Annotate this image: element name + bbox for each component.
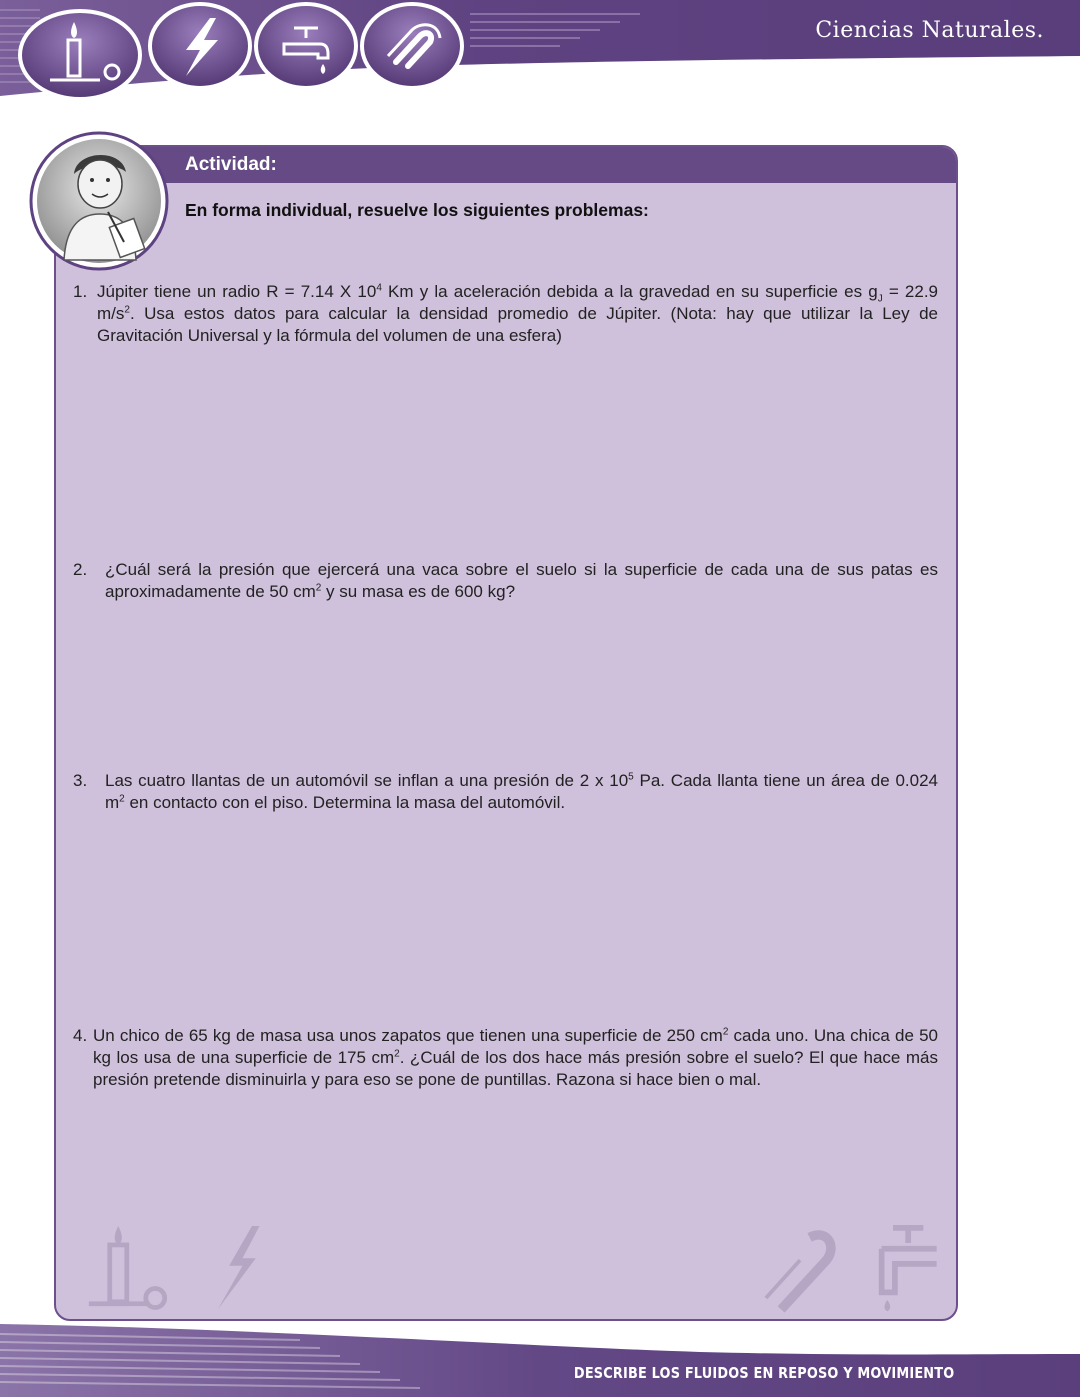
page-footer-band	[0, 1320, 1080, 1397]
magnet-watermark-icon	[766, 1235, 831, 1309]
problem-text	[73, 559, 938, 603]
exponent: 2	[722, 1026, 729, 1038]
problem-number: 2.	[73, 560, 88, 579]
problem-1	[73, 281, 938, 347]
candle-icon	[20, 11, 140, 99]
exponent: 2	[315, 582, 322, 594]
faucet-icon	[256, 4, 356, 88]
problem-text-part: Las cuatro llantas de un automóvil se inflan a una presión de 2 x 10	[105, 771, 629, 790]
problem-4	[73, 1025, 938, 1091]
problem-text	[73, 281, 938, 347]
problem-text-part: y su masa es de 600 kg?	[321, 582, 516, 601]
exponent: 5	[628, 771, 634, 783]
problem-number: 4.	[73, 1026, 88, 1045]
problem-text-part: . Usa estos datos para calcular la densidad promedio de Júpiter. (Nota: hay que utilizar la Ley de Gravitación Universal y la fórmula del volumen de una esfera)	[97, 304, 938, 345]
header-icon-row	[0, 0, 480, 100]
subscript: J	[877, 293, 883, 305]
lightning-icon	[150, 4, 250, 88]
activity-title: Actividad:	[185, 154, 277, 175]
activity-header-bar	[56, 147, 956, 183]
problem-text-part: en contacto con el piso. Determina la masa del automóvil.	[124, 793, 566, 812]
problem-2	[73, 559, 938, 603]
problem-text-part: cada uno. Una chica de 50 kg los usa de una superficie de 175 cm	[93, 1026, 939, 1067]
magnet-icon	[362, 4, 462, 88]
problem-text-part: Pa. Cada llanta tiene un área de 0.024 m	[105, 771, 938, 812]
problem-number: 1.	[73, 282, 88, 301]
problem-text-part: = 22.9 m/s	[97, 282, 939, 323]
activity-instruction: En forma individual, resuelve los siguientes problemas:	[185, 200, 649, 220]
subject-title: Ciencias Naturales.	[815, 18, 1044, 43]
problem-text-part: Un chico de 65 kg de masa usa unos zapatos que tienen una superficie de 250 cm	[93, 1026, 723, 1045]
exponent: 4	[376, 282, 382, 294]
student-avatar	[28, 130, 170, 272]
footer-caption: DESCRIBE LOS FLUIDOS EN REPOSO Y MOVIMIENTO	[573, 1364, 954, 1382]
problem-text-part: . ¿Cuál de los dos hace más presión sobre el suelo? El que hace más presión pretende disminuirla y para eso se pone de puntillas. Razona si hace bien o mal.	[93, 1048, 939, 1089]
exponent: 2	[119, 793, 125, 805]
problem-text	[73, 770, 938, 814]
problem-text	[73, 1025, 938, 1091]
faucet-watermark-icon	[882, 1228, 937, 1311]
exponent: 2	[394, 1048, 400, 1060]
exponent: 2	[124, 304, 130, 316]
problem-text-part: Júpiter tiene un radio R = 7.14 X 10	[97, 282, 377, 301]
problem-text-part: ¿Cuál será la presión que ejercerá una vaca sobre el suelo si la superficie de cada una de sus patas es aproximadamente de 50 cm	[105, 560, 938, 601]
watermark-row	[56, 1207, 958, 1317]
lightning-watermark-icon	[218, 1226, 260, 1309]
candle-watermark-icon	[89, 1226, 165, 1308]
problem-text-part: Km y la aceleración debida a la gravedad en su superficie es g	[381, 282, 878, 301]
problem-number: 3.	[73, 771, 88, 790]
problem-3	[73, 770, 938, 814]
page-header	[0, 0, 1080, 100]
